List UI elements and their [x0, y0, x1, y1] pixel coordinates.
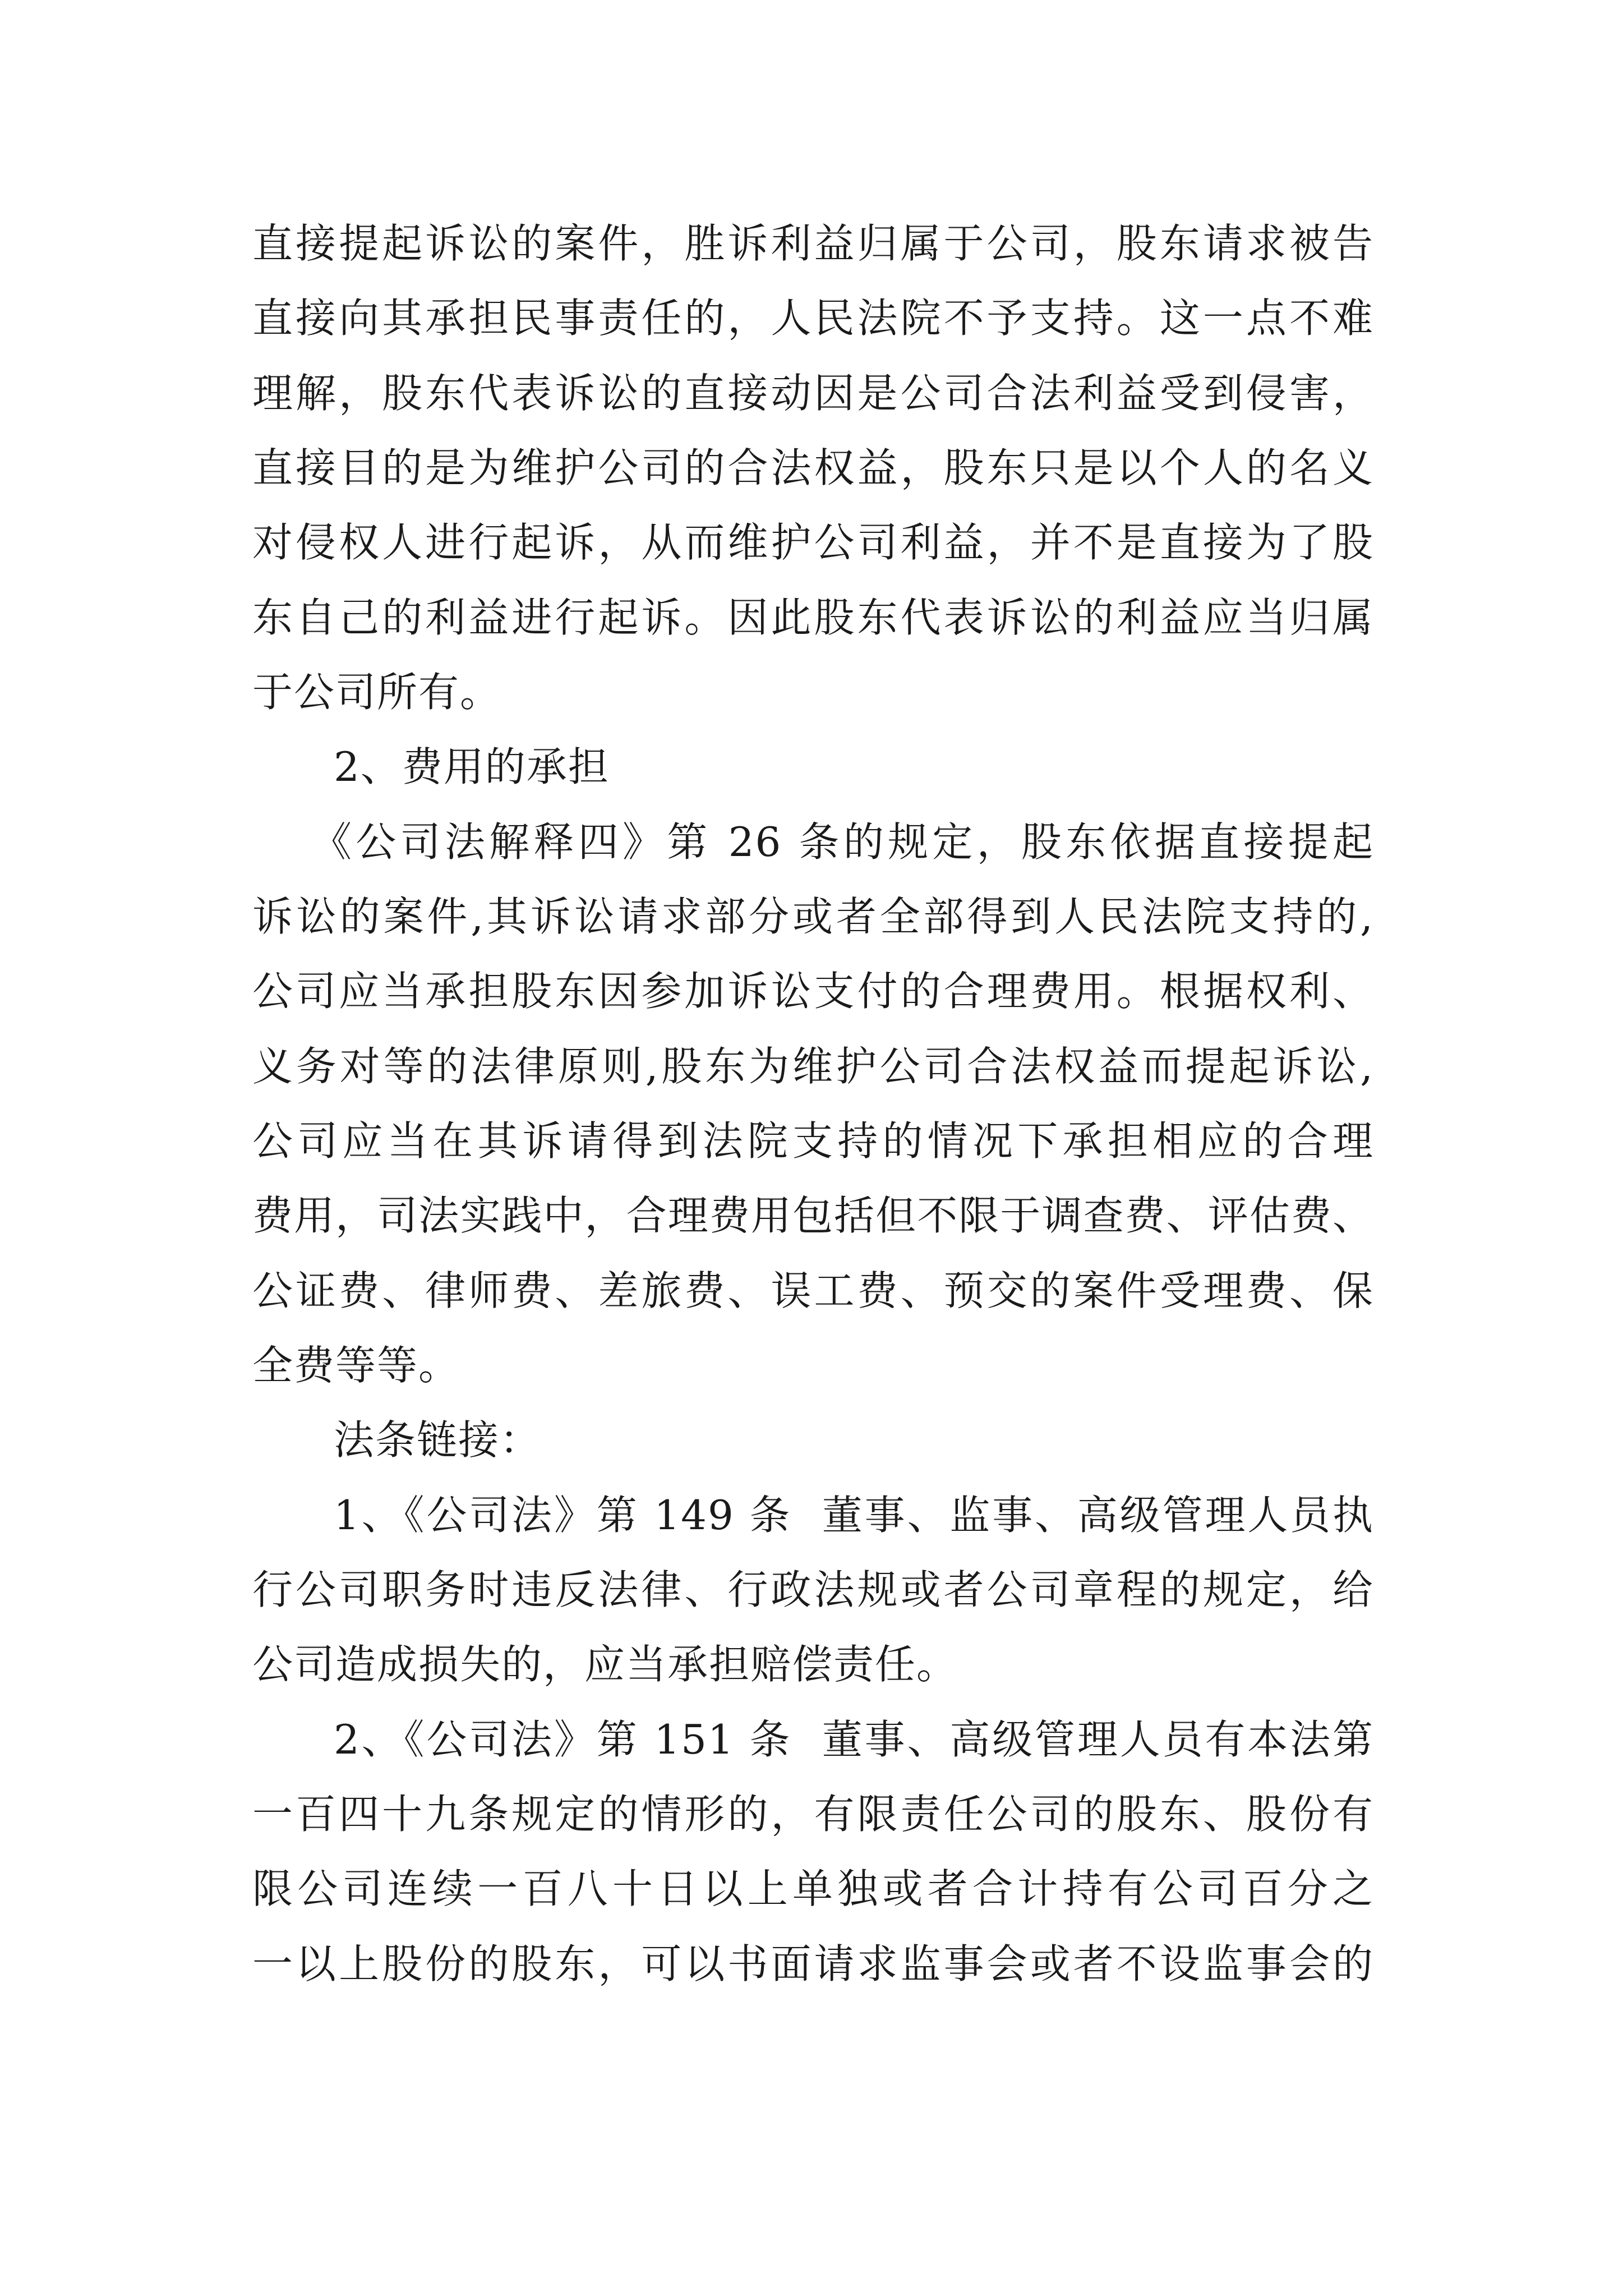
text-line: 直接提起诉讼的案件，胜诉利益归属于公司，股东请求被告: [252, 220, 1374, 267]
text-line: 限公司连续一百八十日以上单独或者合计持有公司百分之: [252, 1865, 1374, 1912]
text-line: 1、《公司法》第 149 条 董事、监事、高级管理人员执: [334, 1492, 1374, 1539]
text-line: 理解，股东代表诉讼的直接动因是公司合法利益受到侵害，: [252, 370, 1374, 417]
text-line: 《公司法解释四》第 26 条的规定，股东依据直接提起: [311, 818, 1374, 866]
text-line: 公司应当承担股东因参加诉讼支付的合理费用。根据权利、: [252, 968, 1374, 1015]
text-line: 于公司所有。: [252, 669, 502, 716]
text-line: 一以上股份的股东，可以书面请求监事会或者不设监事会的: [252, 1940, 1374, 1987]
text-line: 公司造成损失的，应当承担赔偿责任。: [252, 1641, 958, 1688]
section-heading-legal-links: 法条链接：: [334, 1416, 542, 1464]
text-line: 一百四十九条规定的情形的，有限责任公司的股东、股份有: [252, 1791, 1374, 1838]
text-line: 直接向其承担民事责任的，人民法院不予支持。这一点不难: [252, 295, 1374, 342]
text-line: 对侵权人进行起诉，从而维护公司利益，并不是直接为了股: [252, 519, 1374, 566]
text-line: 公证费、律师费、差旅费、误工费、预交的案件受理费、保: [252, 1267, 1374, 1314]
text-line: 公司应当在其诉请得到法院支持的情况下承担相应的合理: [252, 1117, 1374, 1165]
text-line: 行公司职务时违反法律、行政法规或者公司章程的规定，给: [252, 1566, 1374, 1613]
section-heading-cost-bearing: 2、费用的承担: [334, 743, 610, 790]
text-line: 费用，司法实践中，合理费用包括但不限于调查费、评估费、: [252, 1192, 1374, 1239]
text-line: 全费等等。: [252, 1342, 460, 1389]
text-line: 2、《公司法》第 151 条 董事、高级管理人员有本法第: [334, 1716, 1374, 1763]
text-line: 义务对等的法律原则,股东为维护公司合法权益而提起诉讼,: [252, 1043, 1374, 1090]
text-line: 直接目的是为维护公司的合法权益，股东只是以个人的名义: [252, 444, 1374, 491]
text-line: 诉讼的案件,其诉讼请求部分或者全部得到人民法院支持的,: [252, 893, 1374, 940]
text-line: 东自己的利益进行起诉。因此股东代表诉讼的利益应当归属: [252, 594, 1374, 641]
